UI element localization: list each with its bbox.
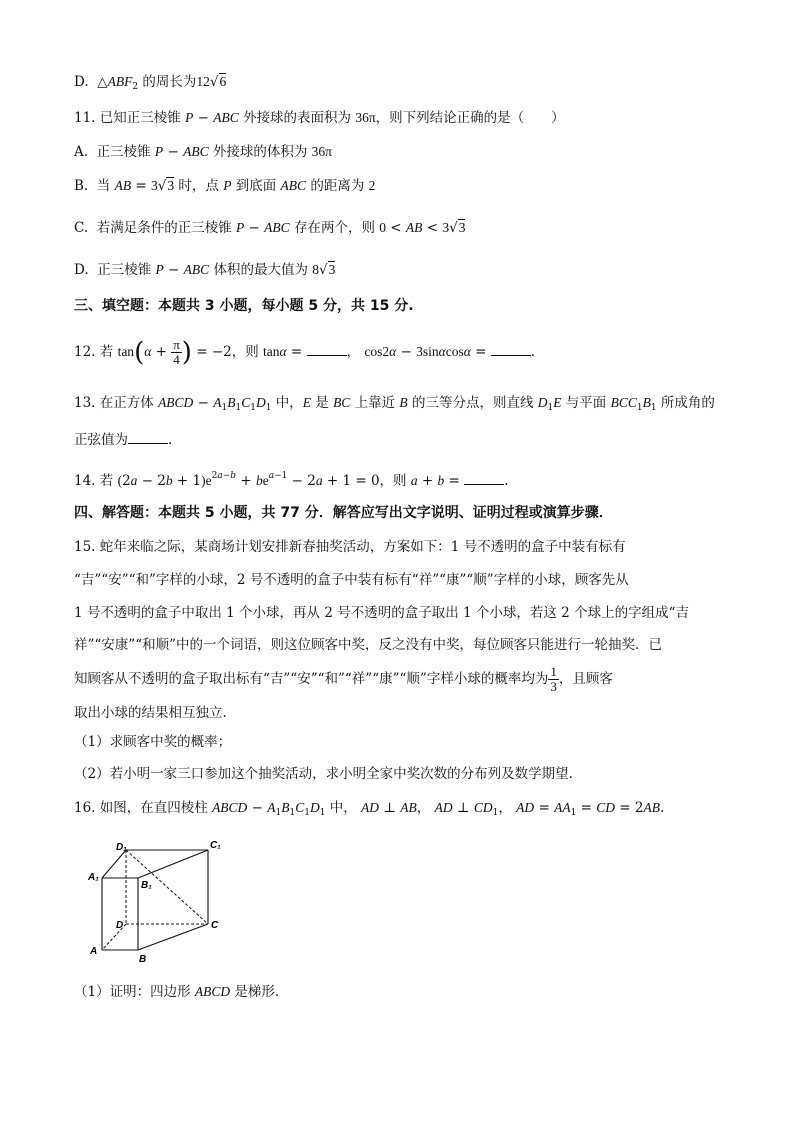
label-b1: B₁ — [141, 880, 152, 891]
q15-line6: 取出小球的结果相互独立. — [74, 705, 227, 721]
label-d: D — [116, 920, 124, 931]
q15-part1: （1）求顾客中奖的概率； — [74, 734, 232, 750]
q11-stem: 11. 已知正三棱锥 P − ABC 外接球的表面积为 36π，则下列结论正确的是（ ） — [74, 110, 565, 126]
label-c1: C₁ — [210, 840, 221, 851]
q15-line4: 祥”“安康”“和顺”中的一个词语，则这位顾客中奖，反之没有中奖，每位顾客只能进行一轮抽奖．已 — [74, 637, 663, 653]
q10-option-d: D. $\triangle ABF_2$ 的周长为12√6 — [74, 74, 227, 92]
fraction-one-third: $\frac{1}{3}$ — [550, 664, 557, 694]
q12: 12. 若 tan(α + $\frac{\pi}{4}$ ) = −2，则 tanα = ， cos2α − 3sinαcosα = . — [74, 337, 535, 368]
q15-line5-text: 知顾客从不透明的盒子取出标有“吉”“安”“和”“祥”“康”“顺”字样小球的概率均为 — [74, 671, 549, 687]
q11-option-d: D. 正三棱锥 P − ABC 体积的最大值为 8√3 — [74, 262, 336, 278]
q15-line5-tail: ，且顾客 — [558, 671, 613, 687]
q15-line5 — [74, 663, 754, 695]
section-3-heading: 三、填空题：本题共 3 小题，每小题 5 分，共 15 分. — [74, 298, 414, 314]
section-4-heading: 四、解答题：本题共 5 小题，共 77 分．解答应写出文字说明、证明过程或演算步骤． — [74, 505, 613, 521]
q11-option-c: C. 若满足条件的正三棱锥 P − ABC 存在两个，则 0 < AB < 3√3 — [74, 220, 466, 236]
q16-part1: （1）证明：四边形 ABCD 是梯形. — [74, 984, 280, 1000]
label-a1: A₁ — [88, 872, 99, 883]
q15-part2: （2）若小明一家三口参加这个抽奖活动，求小明全家中奖次数的分布列及数学期望. — [74, 766, 573, 782]
q13-line1: 13. 在正方体 ABCD − $A_1B_1C_1D_1$ 中，E 是 BC 上靠近 B 的三等分点，则直线 $D_1E$ 与平面 $BCC_1B_1$ 所成角的 — [74, 395, 715, 413]
q15-line1: 15. 蛇年来临之际，某商场计划安排新春抽奖活动，方案如下：1 号不透明的盒子中装有标有 — [74, 539, 626, 555]
q15-line3: 1 号不透明的盒子中取出 1 个小球，再从 2 号不透明的盒子取出 1 个小球，若这 2 个球上的字组成“吉 — [74, 605, 689, 621]
label-b: B — [139, 954, 147, 965]
q14: 14. 若 $(2a - 2b + 1)e^{2a-b} + be^{a-1} - 2a + 1 = 0$，则 a + b = . — [74, 471, 509, 489]
label-d1: D₁ — [116, 842, 127, 853]
prism-figure — [84, 838, 234, 968]
q15-line2: “吉”“安”“和”字样的小球，2 号不透明的盒子中装有标有“祥”“康”“顺”字样的小球，顾客先从 — [74, 572, 629, 588]
q11-option-a: A. 正三棱锥 P − ABC 外接球的体积为 36π — [74, 144, 332, 160]
label-a: A — [90, 946, 98, 957]
q11-option-b: B. 当 AB = 3√3 时，点 P 到底面 ABC 的距离为 2 — [74, 178, 376, 194]
label-c: C — [211, 920, 219, 931]
q16-stem: 16. 如图，在直四棱柱 ABCD − $A_1B_1C_1D_1$ 中， AD ⊥ AB， AD ⊥ $CD_1$， AD = $AA_1$ = CD = 2AB. — [74, 800, 665, 818]
q13-line2: 正弦值为 . — [74, 432, 173, 448]
